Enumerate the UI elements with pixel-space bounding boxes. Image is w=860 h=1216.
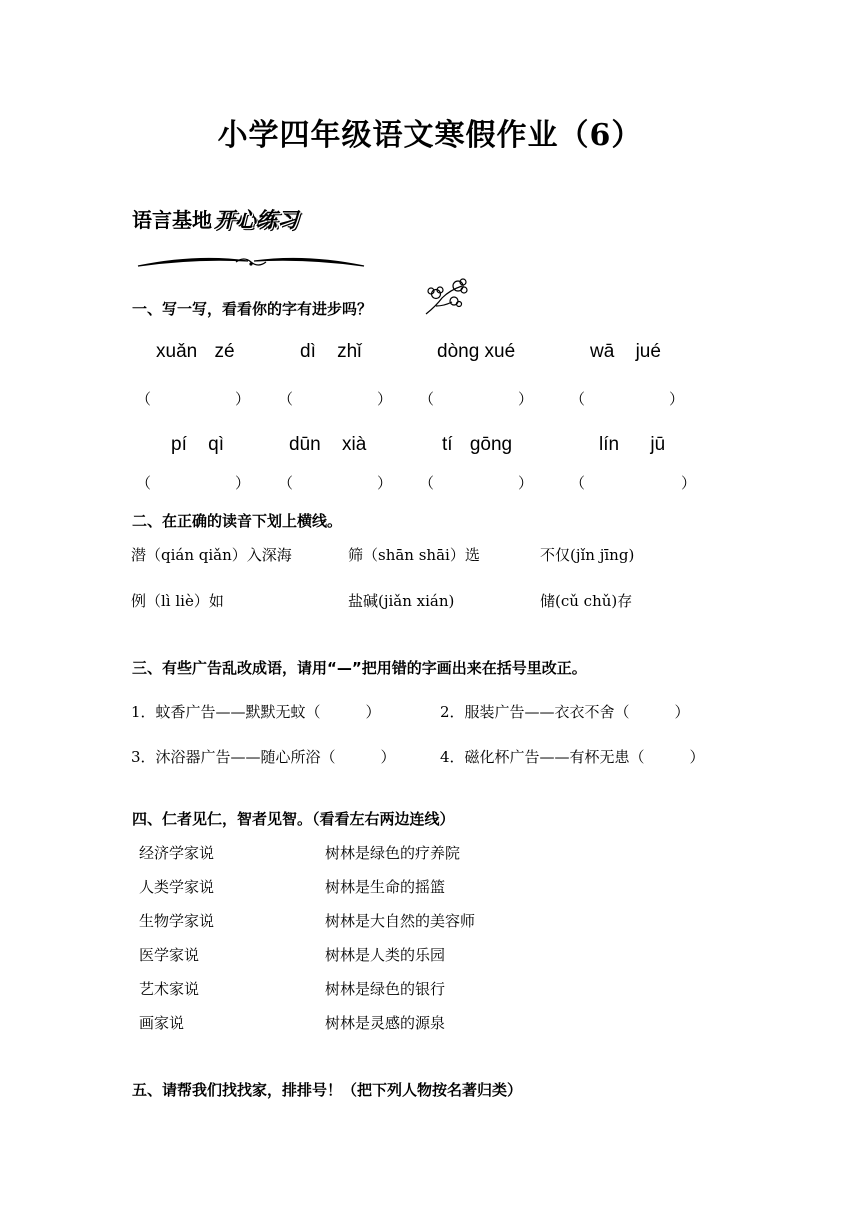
reading-choice-item[interactable]: 例（lì liè）如 [131, 592, 224, 610]
open-paren: （ [136, 474, 152, 492]
idiom-correction-item[interactable]: 4．磁化杯广告——有杯无患（ ） [440, 748, 705, 766]
open-paren: （ [278, 474, 294, 492]
pinyin-item: dì zhǐ [300, 341, 362, 362]
close-paren: ） [518, 474, 534, 492]
close-paren: ） [518, 390, 534, 408]
idiom-correction-item[interactable]: 2．服装广告——衣衣不舍（ ） [440, 703, 690, 721]
open-paren: （ [570, 390, 586, 408]
match-right-item[interactable]: 树林是生命的摇篮 [325, 878, 446, 896]
open-paren: （ [419, 474, 435, 492]
answer-blank[interactable] [419, 472, 533, 493]
reading-choice-item[interactable]: 盐碱(jiǎn xián) [348, 592, 455, 610]
question-4-heading: 四、仁者见仁，智者见智。（看看左右两边连线） [132, 810, 455, 828]
match-right-item[interactable]: 树林是绿色的疗养院 [325, 844, 461, 862]
section-header [132, 204, 298, 234]
open-paren: （ [419, 390, 435, 408]
open-paren: （ [278, 390, 294, 408]
pinyin-item: pí qì [171, 434, 224, 455]
open-paren: （ [570, 474, 586, 492]
pinyin-item: lín jū [599, 434, 666, 455]
ornament-divider-icon [136, 252, 366, 272]
answer-blank[interactable] [570, 472, 696, 493]
pinyin-item: tí gōng [442, 434, 513, 455]
question-3-heading: 三、有些广告乱改成语，请用“—”把用错的字画出来在括号里改正。 [132, 659, 587, 677]
match-left-item[interactable]: 生物学家说 [139, 912, 215, 930]
match-right-item[interactable]: 树林是人类的乐园 [325, 946, 446, 964]
flower-branch-icon [422, 276, 470, 318]
section-header-decorative: 开心练习 [214, 208, 298, 232]
close-paren: ） [377, 390, 393, 408]
reading-choice-item[interactable]: 筛（shān shāi）选 [348, 546, 480, 564]
answer-blank[interactable] [278, 472, 392, 493]
match-left-item[interactable]: 医学家说 [139, 946, 200, 964]
match-right-item[interactable]: 树林是大自然的美容师 [325, 912, 476, 930]
pinyin-item: xuǎn zé [156, 341, 235, 362]
match-right-item[interactable]: 树林是灵感的源泉 [325, 1014, 446, 1032]
pinyin-item: dūn xià [289, 434, 367, 455]
reading-choice-item[interactable]: 储(cǔ chǔ)存 [540, 592, 633, 610]
question-5-heading: 五、请帮我们找找家，排排号！（把下列人物按名著归类） [132, 1081, 523, 1099]
match-left-item[interactable]: 人类学家说 [139, 878, 215, 896]
close-paren: ） [235, 474, 251, 492]
pinyin-item: dòng xué [437, 341, 516, 362]
answer-blank[interactable] [278, 388, 392, 409]
open-paren: （ [136, 390, 152, 408]
pinyin-item: wā jué [590, 341, 661, 362]
idiom-correction-item[interactable]: 1．蚊香广告——默默无蚊（ ） [131, 703, 381, 721]
answer-blank[interactable] [419, 388, 533, 409]
reading-choice-item[interactable]: 潜（qián qiǎn）入深海 [131, 546, 292, 564]
match-left-item[interactable]: 经济学家说 [139, 844, 215, 862]
close-paren: ） [669, 390, 685, 408]
page-title: 小学四年级语文寒假作业（6） [217, 118, 643, 153]
answer-blank[interactable] [136, 388, 250, 409]
match-left-item[interactable]: 艺术家说 [139, 980, 200, 998]
reading-choice-item[interactable]: 不仅(jǐn jīng) [540, 546, 635, 564]
answer-blank[interactable] [570, 388, 684, 409]
question-2-heading: 二、在正确的读音下划上横线。 [132, 512, 343, 530]
close-paren: ） [377, 474, 393, 492]
match-left-item[interactable]: 画家说 [139, 1014, 185, 1032]
answer-blank[interactable] [136, 472, 250, 493]
close-paren: ） [235, 390, 251, 408]
question-1-heading: 一、写一写，看看你的字有进步吗？ [132, 300, 373, 318]
match-right-item[interactable]: 树林是绿色的银行 [325, 980, 446, 998]
close-paren: ） [681, 474, 697, 492]
idiom-correction-item[interactable]: 3．沐浴器广告——随心所浴（ ） [131, 748, 396, 766]
section-header-main: 语言基地 [132, 208, 212, 232]
